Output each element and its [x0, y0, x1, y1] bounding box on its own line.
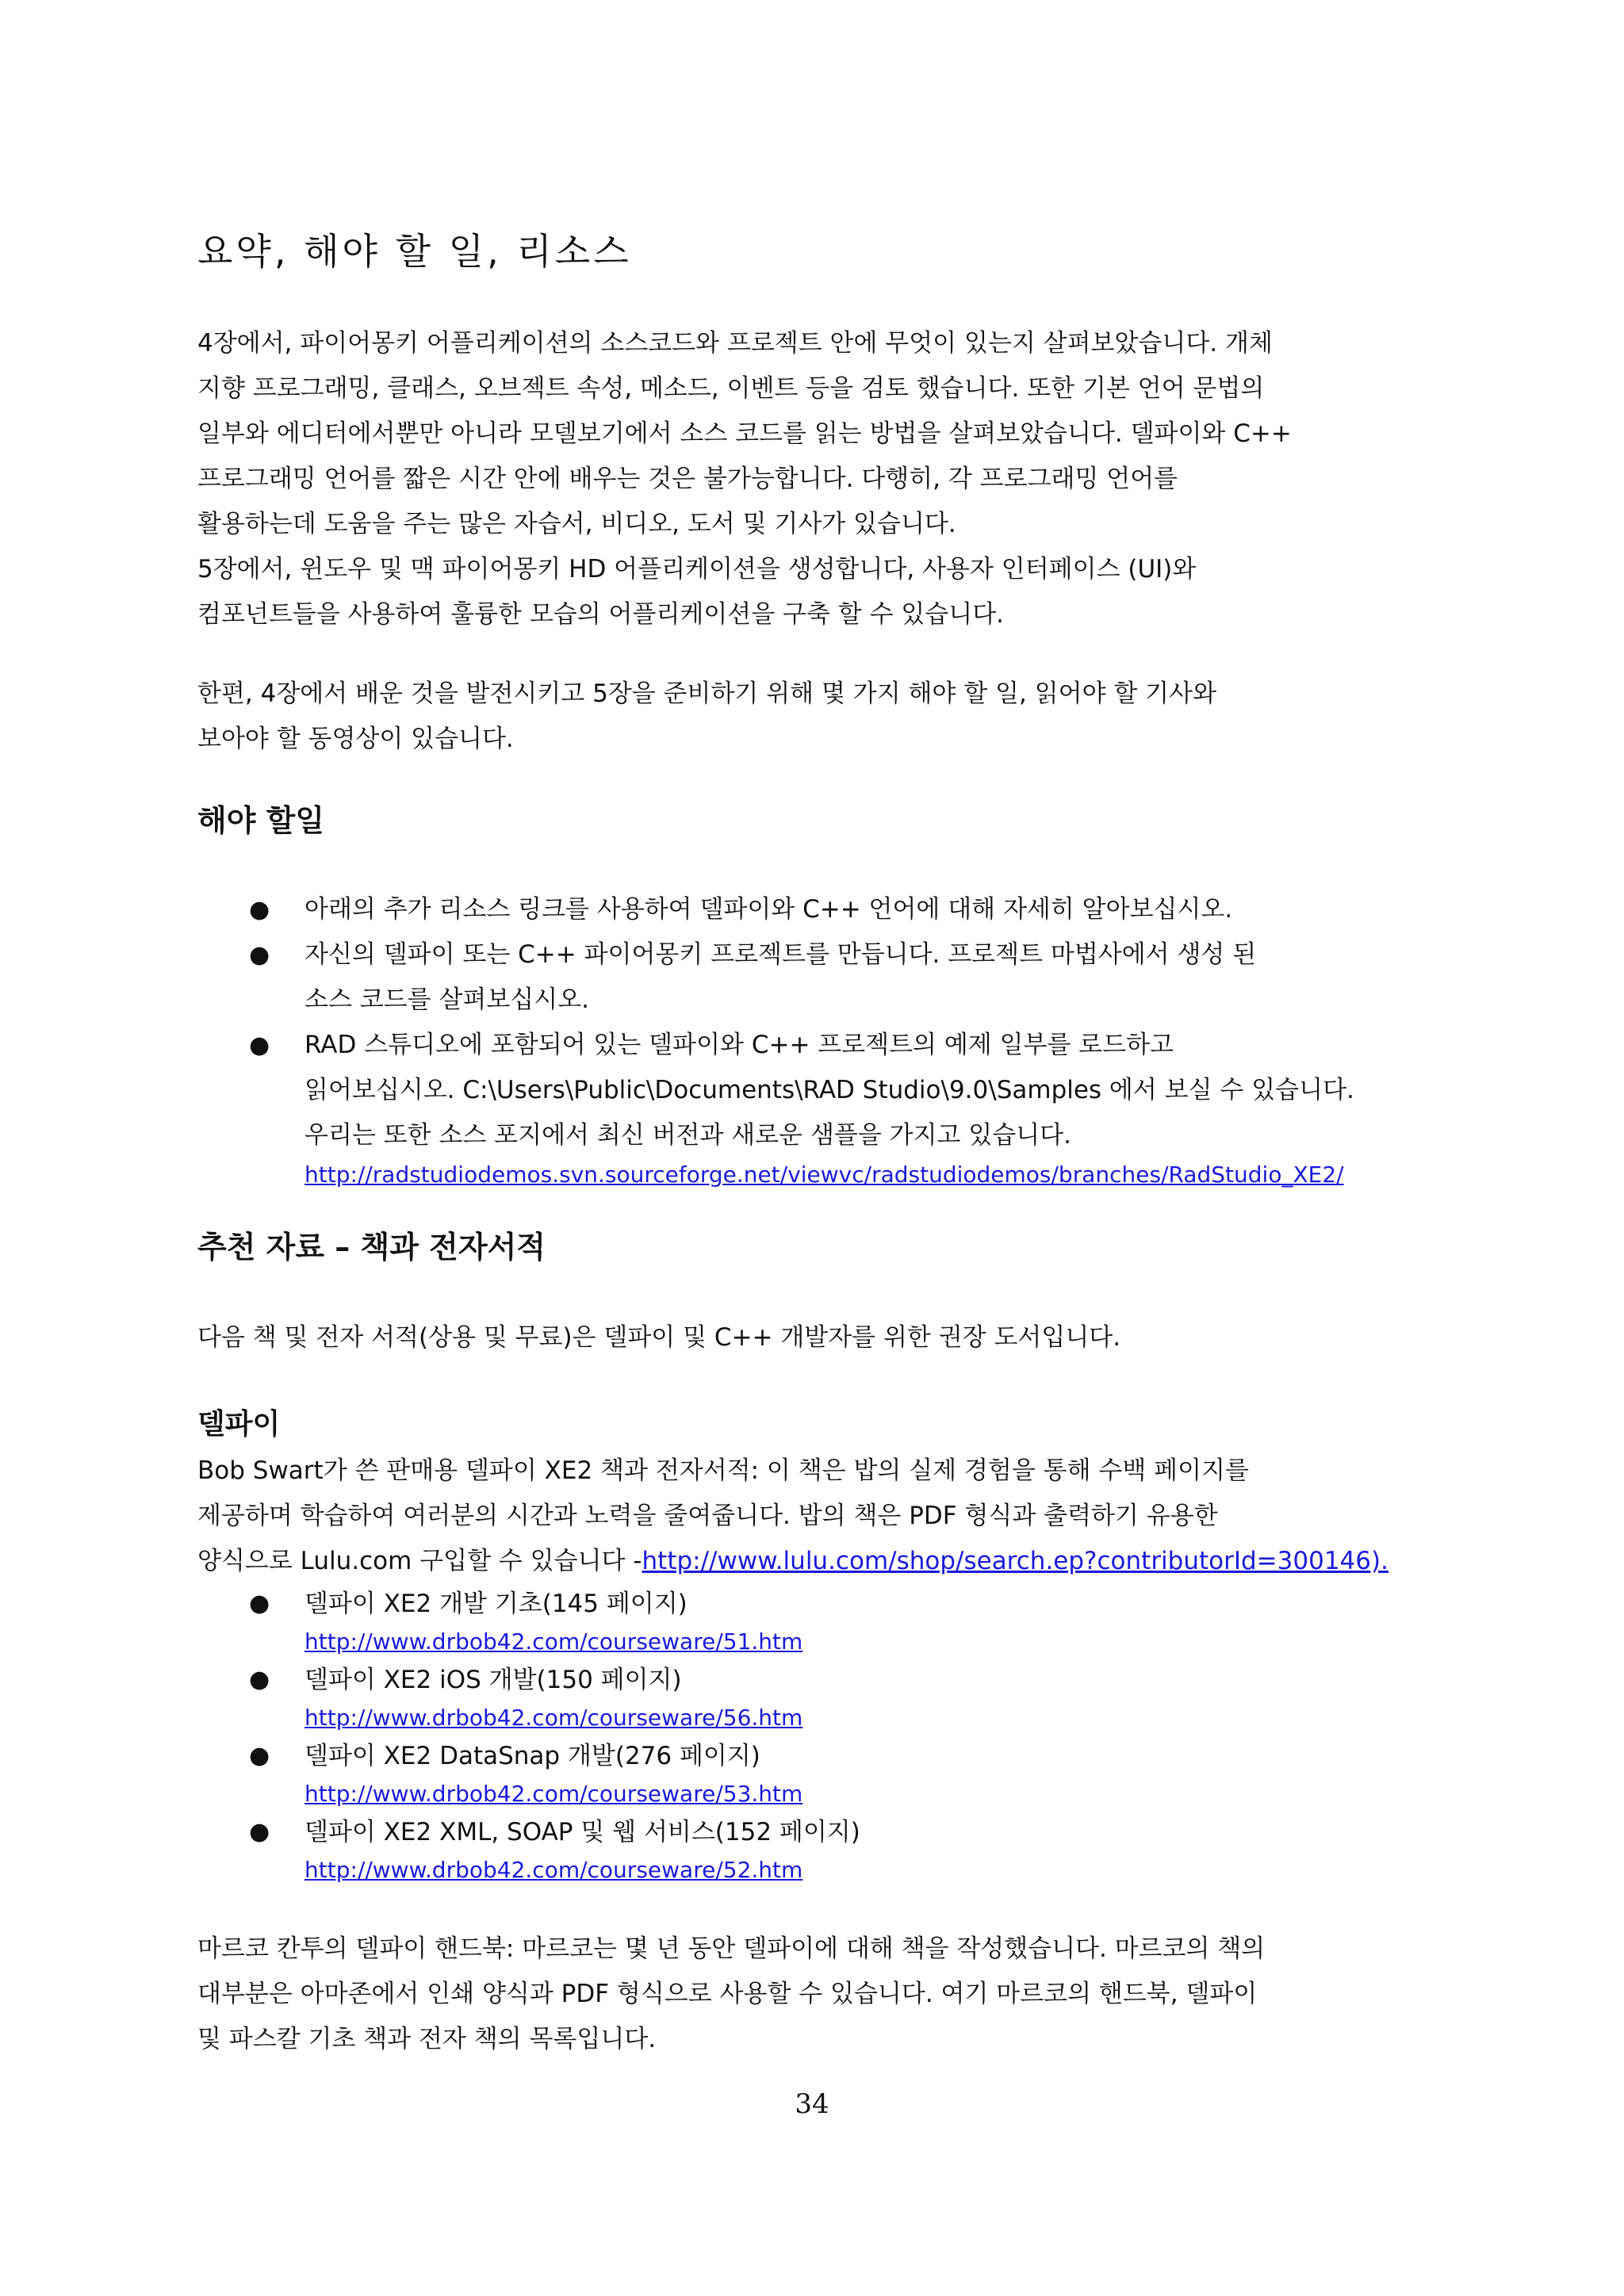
- intro-line: 일부와 에디터에서뿐만 아니라 모델보기에서 소스 코드를 읽는 방법을 살펴보았습니다. 델파이와 C++: [197, 419, 1292, 448]
- bullet-icon: ●: [249, 1818, 270, 1846]
- book-title: 델파이 XE2 개발 기초(145 페이지): [304, 1590, 688, 1618]
- book-title: 델파이 XE2 XML, SOAP 및 웹 서비스(152 페이지): [304, 1818, 860, 1846]
- bullet-icon: ●: [249, 896, 270, 924]
- bullet-icon: ●: [249, 1590, 270, 1617]
- delphi-paragraph: [197, 1448, 1427, 1584]
- book-item: [0, 1585, 860, 1661]
- marco-line: 마르코 칸투의 델파이 핸드북: 마르코는 몇 년 동안 델파이에 대해 책을 작성했습니다. 마르코의 책의: [197, 1934, 1266, 1963]
- book-link[interactable]: http://www.drbob42.com/courseware/56.htm: [304, 1705, 803, 1731]
- meanwhile-line: 보아야 할 동영상이 있습니다.: [197, 725, 514, 753]
- todo-heading: 해야 할일: [197, 803, 325, 838]
- lulu-link[interactable]: http://www.lulu.com/shop/search.ep?contributorId=300146).: [642, 1547, 1388, 1575]
- recommended-heading: 추천 자료 – 책과 전자서적: [197, 1230, 546, 1265]
- delphi-heading: 델파이: [197, 1408, 281, 1441]
- todo-list: [0, 887, 1354, 1192]
- book-item: [0, 1661, 860, 1737]
- todo-item: [0, 887, 1354, 932]
- delphi-line: 제공하며 학습하여 여러분의 시간과 노력을 줄여줍니다. 밥의 책은 PDF 형식과 출력하기 유용한: [197, 1502, 1218, 1530]
- bullet-icon: ●: [249, 1031, 270, 1059]
- todo-item-line: 소스 코드를 살펴보십시오.: [304, 985, 589, 1014]
- todo-item-line: 자신의 델파이 또는 C++ 파이어몽키 프로젝트를 만듭니다. 프로젝트 마법사에서 생성 된: [304, 940, 1257, 969]
- page-number: 34: [795, 2088, 829, 2120]
- intro-line: 4장에서, 파이어몽키 어플리케이션의 소스코드와 프로젝트 안에 무엇이 있는지 살펴보았습니다. 개체: [197, 329, 1273, 358]
- todo-item-line: RAD 스튜디오에 포함되어 있는 델파이와 C++ 프로젝트의 예제 일부를 로드하고: [304, 1031, 1174, 1059]
- delphi-line: Bob Swart가 쓴 판매용 델파이 XE2 책과 전자서적: 이 책은 밥의 실제 경험을 통해 수백 페이지를: [197, 1456, 1249, 1485]
- intro-line: 컴포넌트들을 사용하여 훌륭한 모습의 어플리케이션을 구축 할 수 있습니다.: [197, 600, 1005, 629]
- bullet-icon: ●: [249, 1666, 270, 1693]
- book-link[interactable]: http://www.drbob42.com/courseware/51.htm: [304, 1628, 803, 1655]
- page-title: 요약, 해야 할 일, 리소스: [197, 230, 632, 273]
- bullet-icon: ●: [249, 1742, 270, 1770]
- meanwhile-line: 한편, 4장에서 배운 것을 발전시키고 5장을 준비하기 위해 몇 가지 해야 할 일, 읽어야 할 기사와: [197, 679, 1217, 708]
- delphi-line: [197, 1539, 1427, 1584]
- bullet-icon: ●: [249, 941, 270, 969]
- todo-item-line: 우리는 또한 소스 포지에서 최신 버전과 새로운 샘플을 가지고 있습니다.: [304, 1121, 1071, 1150]
- recommended-paragraph: [197, 1315, 1427, 1360]
- book-item: [0, 1737, 860, 1813]
- marco-line: 대부분은 아마존에서 인쇄 양식과 PDF 형식으로 사용할 수 있습니다. 여기 마르코의 핸드북, 델파이: [197, 1980, 1258, 2008]
- book-title: 델파이 XE2 iOS 개발(150 페이지): [304, 1666, 682, 1694]
- intro-line: 지향 프로그래밍, 클래스, 오브젝트 속성, 메소드, 이벤트 등을 검토 했습니다. 또한 기본 언어 문법의: [197, 374, 1265, 403]
- book-title: 델파이 XE2 DataSnap 개발(276 페이지): [304, 1742, 760, 1770]
- intro-paragraph: [197, 321, 1427, 637]
- meanwhile-paragraph: [197, 672, 1427, 762]
- marco-paragraph: [197, 1927, 1427, 2062]
- todo-item: [0, 1023, 1354, 1192]
- book-item: [0, 1813, 860, 1889]
- marco-line: 및 파스칼 기초 책과 전자 책의 목록입니다.: [197, 2025, 657, 2053]
- book-list: [0, 1585, 860, 1889]
- intro-line: 프로그래밍 언어를 짧은 시간 안에 배우는 것은 불가능합니다. 다행히, 각 프로그래밍 언어를: [197, 465, 1178, 493]
- book-link[interactable]: http://www.drbob42.com/courseware/53.htm: [304, 1781, 803, 1807]
- delphi-last-line-text: 양식으로 Lulu.com 구입할 수 있습니다 -: [197, 1547, 642, 1575]
- sourceforge-link[interactable]: http://radstudiodemos.svn.sourceforge.net/viewvc/radstudiodemos/branches/RadStudio_XE2/: [304, 1161, 1344, 1188]
- intro-line: 5장에서, 윈도우 및 맥 파이어몽키 HD 어플리케이션을 생성합니다, 사용자 인터페이스 (UI)와: [197, 555, 1197, 584]
- book-link[interactable]: http://www.drbob42.com/courseware/52.htm: [304, 1857, 803, 1883]
- intro-line: 활용하는데 도움을 주는 많은 자습서, 비디오, 도서 및 기사가 있습니다.: [197, 510, 956, 538]
- todo-item: [0, 932, 1354, 1023]
- todo-item-line: 읽어보십시오. C:\Users\Public\Documents\RAD Studio\9.0\Samples 에서 보실 수 있습니다.: [304, 1076, 1354, 1104]
- todo-item-line: 아래의 추가 리소스 링크를 사용하여 델파이와 C++ 언어에 대해 자세히 알아보십시오.: [304, 895, 1233, 924]
- recommended-text: 다음 책 및 전자 서적(상용 및 무료)은 델파이 및 C++ 개발자를 위한 권장 도서입니다.: [197, 1323, 1121, 1352]
